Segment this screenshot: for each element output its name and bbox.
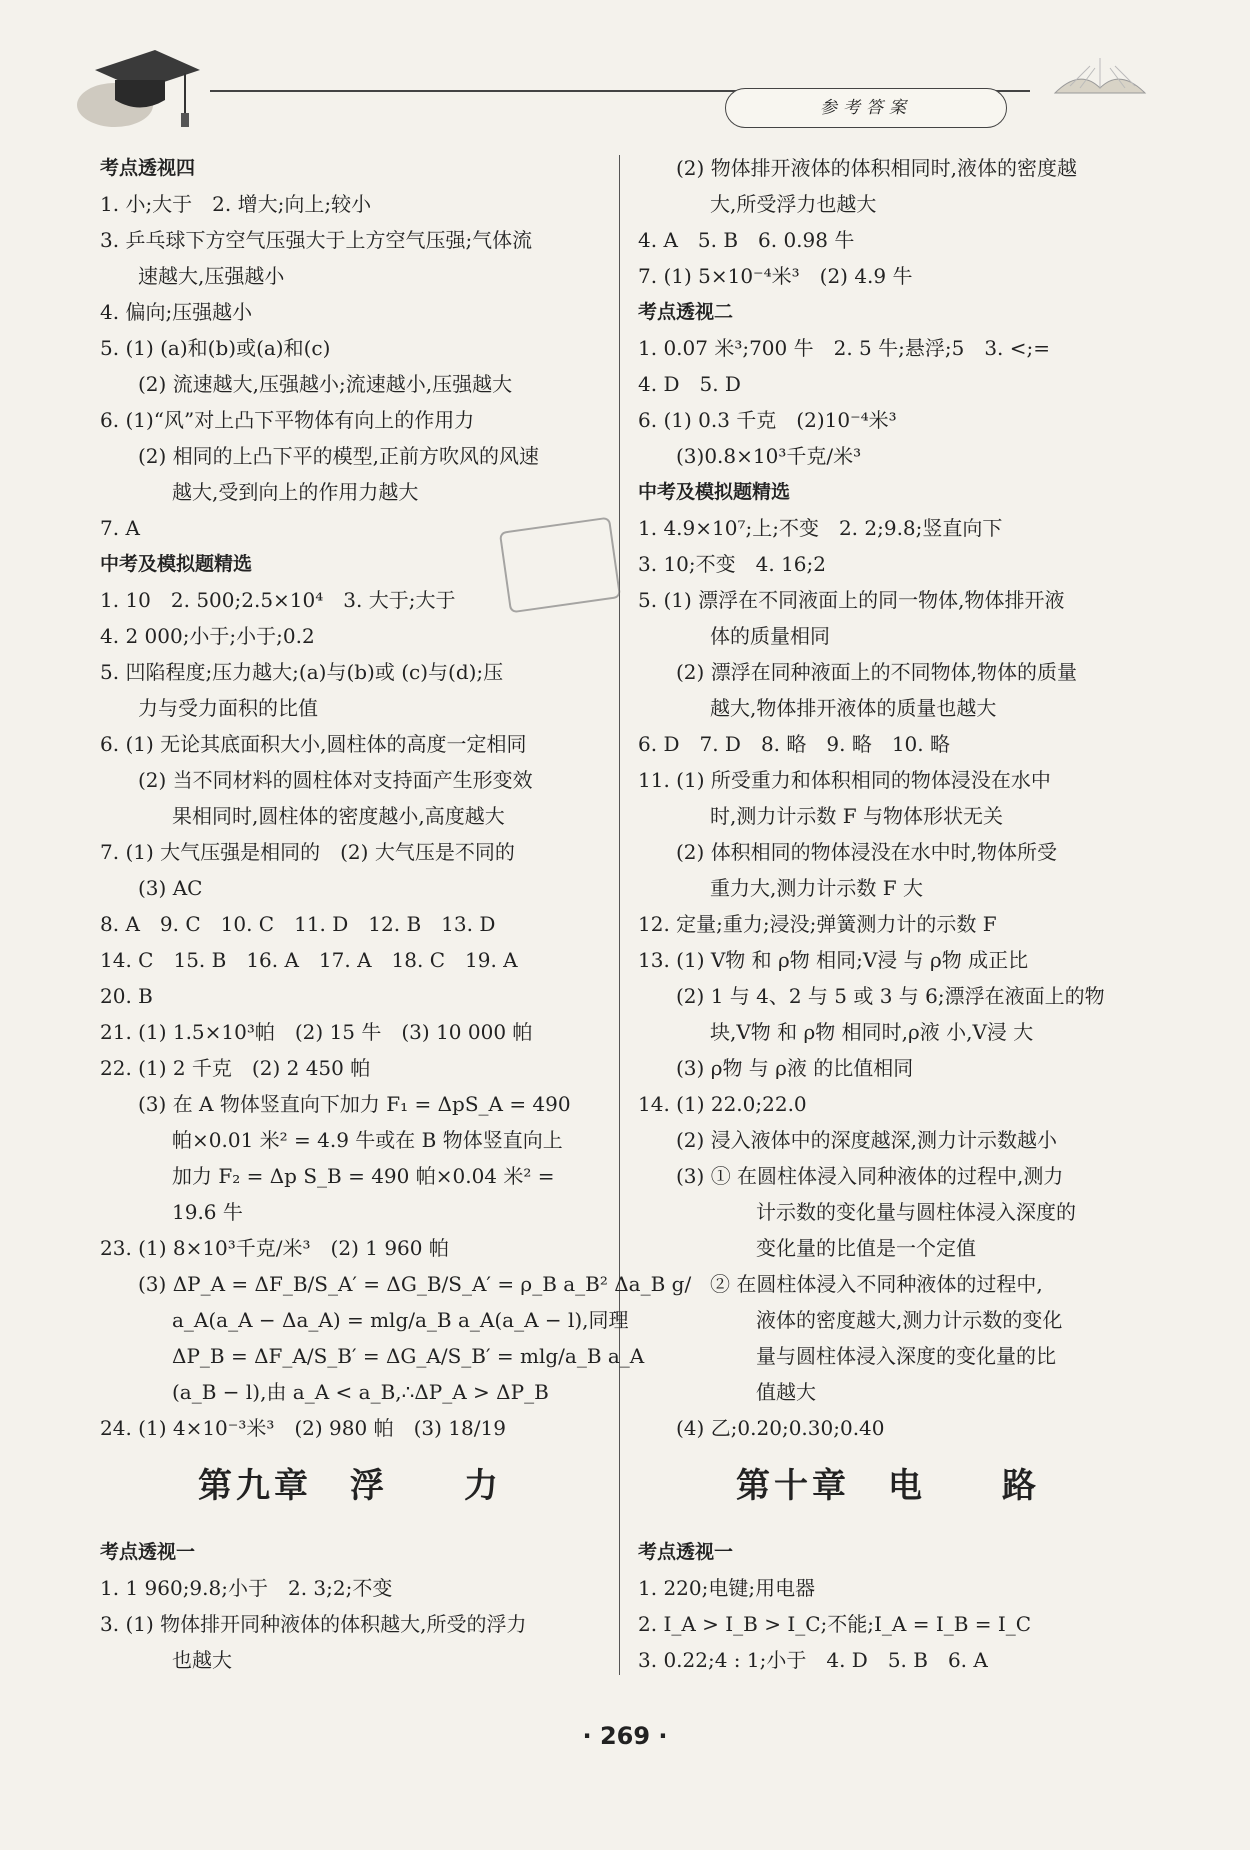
answer-line: (2) 浸入液体中的深度越深,测力计示数越小 (676, 1128, 1058, 1152)
answer-line: 1. 220;电键;用电器 (638, 1576, 816, 1600)
answer-line: (2) 1 与 4、2 与 5 或 3 与 6;漂浮在液面上的物 (676, 984, 1105, 1008)
answer-line: 11. (1) 所受重力和体积相同的物体浸没在水中 (638, 768, 1051, 792)
answer-line: 重力大,测力计示数 F 大 (710, 876, 923, 900)
answer-line: 5. 凹陷程度;压力越大;(a)与(b)或 (c)与(d);压 (100, 660, 504, 684)
answer-line: 值越大 (756, 1380, 816, 1404)
answer-line: (2) 物体排开液体的体积相同时,液体的密度越 (676, 156, 1078, 180)
answer-line: 23. (1) 8×10³千克/米³ (2) 1 960 帕 (100, 1236, 449, 1260)
graduation-cap-icon (75, 35, 205, 135)
answer-line: 1. 0.07 米³;700 牛 2. 5 牛;悬浮;5 3. <;= (638, 336, 1051, 360)
answer-line: 6. (1) 无论其底面积大小,圆柱体的高度一定相同 (100, 732, 527, 756)
watermark-stamp (494, 512, 625, 618)
chapter-title: 第十章 电 路 (736, 1466, 1040, 1506)
answer-line: ② 在圆柱体浸入不同种液体的过程中, (710, 1272, 1043, 1296)
answer-line: 4. D 5. D (638, 372, 741, 396)
answer-line: 7. (1) 5×10⁻⁴米³ (2) 4.9 牛 (638, 264, 913, 288)
answer-line: 加力 F₂ = Δp S_B = 490 帕×0.04 米² = (172, 1164, 555, 1188)
answer-line: 时,测力计示数 F 与物体形状无关 (710, 804, 1003, 828)
answer-line: 力与受力面积的比值 (138, 696, 318, 720)
page-header (0, 0, 1250, 140)
answer-line: 13. (1) V物 和 ρ物 相同;V浸 与 ρ物 成正比 (638, 948, 1029, 972)
answer-line: 计示数的变化量与圆柱体浸入深度的 (756, 1200, 1076, 1224)
answer-line: 24. (1) 4×10⁻³米³ (2) 980 帕 (3) 18/19 (100, 1416, 506, 1440)
answer-line: 块,V物 和 ρ物 相同时,ρ液 小,V浸 大 (710, 1020, 1034, 1044)
answer-line: 6. (1) 0.3 千克 (2)10⁻⁴米³ (638, 408, 897, 432)
answer-line: 体的质量相同 (710, 624, 830, 648)
answer-line: 液体的密度越大,测力计示数的变化 (756, 1308, 1063, 1332)
answer-line: a_A(a_A − Δa_A) = mlg/a_B a_A(a_A − l),同理 (172, 1308, 629, 1332)
section-heading: 考点透视四 (100, 157, 196, 179)
answer-line: 3. (1) 物体排开同种液体的体积越大,所受的浮力 (100, 1612, 527, 1636)
answer-line: 12. 定量;重力;浸没;弹簧测力计的示数 F (638, 912, 997, 936)
page-number: · 269 · (582, 1722, 668, 1750)
answer-line: 量与圆柱体浸入深度的变化量的比 (756, 1344, 1056, 1368)
open-book-icon (1050, 48, 1150, 98)
answer-line: 也越大 (172, 1648, 232, 1672)
answer-line: (3) AC (138, 876, 203, 900)
answer-line: 大,所受浮力也越大 (710, 192, 877, 216)
answer-line: 3. 10;不变 4. 16;2 (638, 552, 826, 576)
answer-line: (2) 相同的上凸下平的模型,正前方吹风的风速 (138, 444, 540, 468)
answer-line: (3) ① 在圆柱体浸入同种液体的过程中,测力 (676, 1164, 1064, 1188)
answer-line: (2) 流速越大,压强越小;流速越小,压强越大 (138, 372, 513, 396)
answer-line: 3. 0.22;4 : 1;小于 4. D 5. B 6. A (638, 1648, 988, 1672)
answer-line: 19.6 牛 (172, 1200, 243, 1224)
answer-line: (4) 乙;0.20;0.30;0.40 (676, 1416, 885, 1440)
answer-line: 1. 小;大于 2. 增大;向上;较小 (100, 192, 372, 216)
answer-line: 5. (1) (a)和(b)或(a)和(c) (100, 336, 331, 360)
answer-line: 4. A 5. B 6. 0.98 牛 (638, 228, 855, 252)
answer-line: 6. D 7. D 8. 略 9. 略 10. 略 (638, 732, 950, 756)
answer-line: 14. (1) 22.0;22.0 (638, 1092, 807, 1116)
answer-line: 6. (1)“风”对上凸下平物体有向上的作用力 (100, 408, 475, 432)
answer-line: (2) 当不同材料的圆柱体对支持面产生形变效 (138, 768, 533, 792)
answer-line: 7. (1) 大气压强是相同的 (2) 大气压是不同的 (100, 840, 515, 864)
answer-line: 22. (1) 2 千克 (2) 2 450 帕 (100, 1056, 371, 1080)
answer-line: 1. 1 960;9.8;小于 2. 3;2;不变 (100, 1576, 393, 1600)
answer-line: (3) ρ物 与 ρ液 的比值相同 (676, 1056, 914, 1080)
answer-line: (2) 体积相同的物体浸没在水中时,物体所受 (676, 840, 1058, 864)
answer-line: 4. 2 000;小于;小于;0.2 (100, 624, 315, 648)
answer-line: 1. 4.9×10⁷;上;不变 2. 2;9.8;竖直向下 (638, 516, 1003, 540)
answer-line: (a_B − l),由 a_A < a_B,∴ΔP_A > ΔP_B (172, 1380, 549, 1404)
column-divider (619, 155, 620, 1675)
section-tag: 参考答案 (725, 88, 1007, 128)
answer-line: 越大,受到向上的作用力越大 (172, 480, 419, 504)
answer-line: 果相同时,圆柱体的密度越小,高度越大 (172, 804, 505, 828)
section-heading: 中考及模拟题精选 (638, 481, 791, 503)
answer-line: 速越大,压强越小 (138, 264, 285, 288)
section-heading: 考点透视一 (638, 1541, 734, 1563)
answer-line: 8. A 9. C 10. C 11. D 12. B 13. D (100, 912, 496, 936)
answer-line: 4. 偏向;压强越小 (100, 300, 253, 324)
answer-line: 7. A (100, 516, 140, 540)
section-heading: 中考及模拟题精选 (100, 553, 253, 575)
answer-line: 越大,物体排开液体的质量也越大 (710, 696, 997, 720)
answer-line: (2) 漂浮在同种液面上的不同物体,物体的质量 (676, 660, 1078, 684)
answer-line: (3) ΔP_A = ΔF_B/S_A′ = ΔG_B/S_A′ = ρ_B a_B² Δa_B g/ (138, 1272, 692, 1296)
answer-line: 变化量的比值是一个定值 (756, 1236, 976, 1260)
right-column (638, 150, 1138, 1678)
answer-line: (3) 在 A 物体竖直向下加力 F₁ = ΔpS_A = 490 (138, 1092, 571, 1116)
answer-line: (3)0.8×10³千克/米³ (676, 444, 862, 468)
section-heading: 考点透视一 (100, 1541, 196, 1563)
answer-line: 1. 10 2. 500;2.5×10⁴ 3. 大于;大于 (100, 588, 456, 612)
section-heading: 考点透视二 (638, 301, 734, 323)
answer-line: 2. I_A > I_B > I_C;不能;I_A = I_B = I_C (638, 1612, 1032, 1636)
answer-line: 21. (1) 1.5×10³帕 (2) 15 牛 (3) 10 000 帕 (100, 1020, 533, 1044)
answer-line: 5. (1) 漂浮在不同液面上的同一物体,物体排开液 (638, 588, 1065, 612)
answer-line: ΔP_B = ΔF_A/S_B′ = ΔG_A/S_B′ = mlg/a_B a_A (172, 1344, 645, 1368)
answer-line: 帕×0.01 米² = 4.9 牛或在 B 物体竖直向上 (172, 1128, 563, 1152)
chapter-title: 第九章 浮 力 (198, 1466, 502, 1506)
answer-line: 14. C 15. B 16. A 17. A 18. C 19. A (100, 948, 518, 972)
answer-line: 20. B (100, 984, 153, 1008)
answer-line: 3. 乒乓球下方空气压强大于上方空气压强;气体流 (100, 228, 533, 252)
